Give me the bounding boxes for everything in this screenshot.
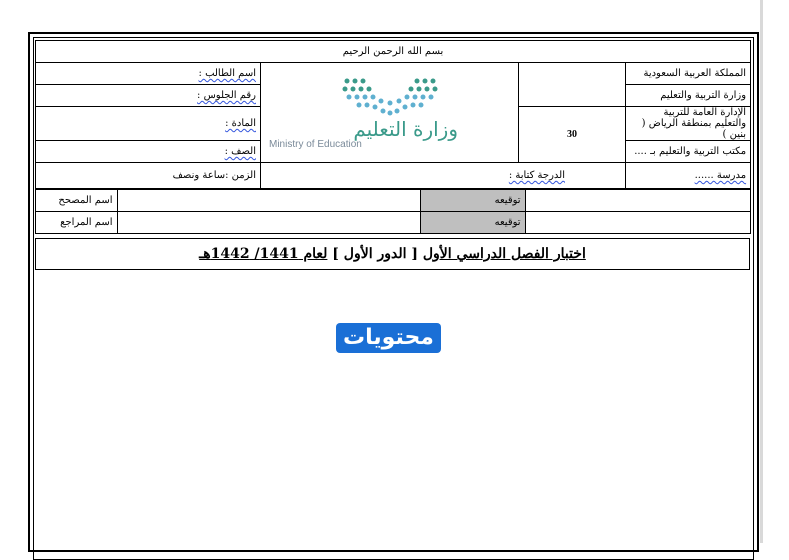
admin-text: الإدارة العامة للتربية والتعليم بمنطقة الرياض ( بنين ) — [626, 107, 751, 141]
reviewer-signature-blank — [525, 212, 750, 234]
reviewer-label: اسم المراجع — [35, 212, 117, 234]
exam-title — [35, 238, 750, 270]
subject-label: المادة : — [36, 107, 261, 141]
reviewer-name-blank — [117, 212, 420, 234]
school-text: مدرسة ...... — [626, 163, 751, 189]
written-grade-label: الدرجة كتابة : — [261, 163, 626, 189]
class-label: الصف : — [36, 141, 261, 163]
exam-title-part3: لعام 1441/ 1442هـ — [199, 246, 328, 262]
page-edge-shadow — [760, 0, 763, 543]
blank-cell — [519, 63, 626, 107]
basmala: بسم الله الرحمن الرحيم — [36, 41, 751, 63]
logo-dots-icon — [335, 75, 445, 119]
seat-number-label: رقم الجلوس : — [36, 85, 261, 107]
corrector-signature-blank — [525, 190, 750, 212]
logo-arabic-text: وزارة التعليم — [353, 116, 458, 141]
logo-english-text: Ministry of Education — [269, 138, 362, 150]
grade-box: 30 — [519, 107, 626, 163]
ministry-text: وزارة التربية والتعليم — [626, 85, 751, 107]
kingdom-text: المملكة العربية السعودية — [626, 63, 751, 85]
exam-title-part1: اختبار الفصل الدراسي الأول — [422, 246, 586, 262]
corrector-name-blank — [117, 190, 420, 212]
time-label: الزمن :ساعة ونصف — [36, 163, 261, 189]
office-text: مكتب التربية والتعليم بـ .... — [626, 141, 751, 163]
watermark-logo: محتويات — [336, 323, 441, 353]
reviewer-signature-label: توقيعه — [420, 212, 525, 234]
corrector-signature-label: توقيعه — [420, 190, 525, 212]
student-name-label: اسم الطالب : — [36, 63, 261, 85]
corrector-label: اسم المصحح — [35, 190, 117, 212]
corrector-row — [36, 189, 751, 235]
header-table — [35, 40, 751, 234]
ministry-logo — [261, 63, 519, 163]
exam-title-part2: [ الدور الأول ] — [332, 246, 418, 262]
